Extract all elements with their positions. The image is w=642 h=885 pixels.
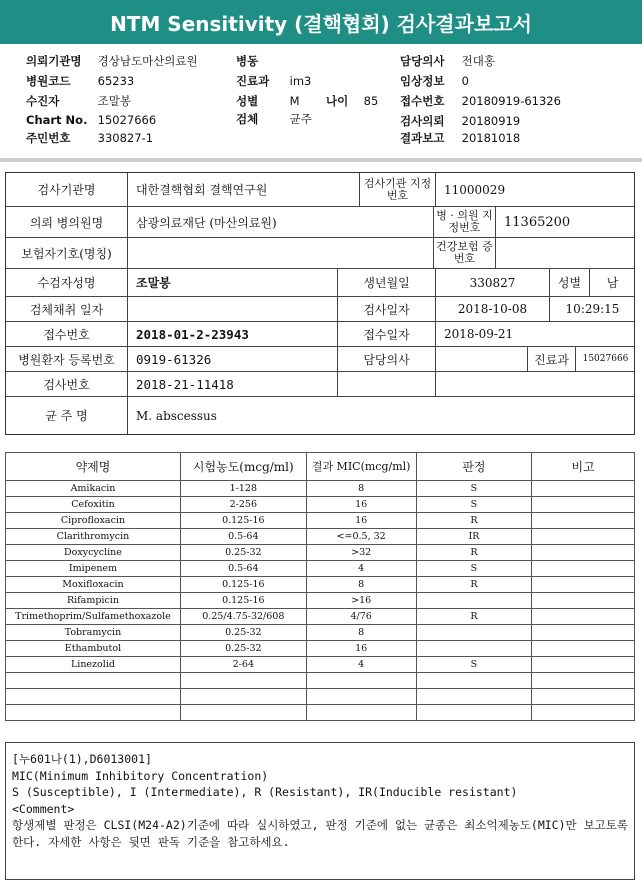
sex-label: 성별	[550, 269, 590, 297]
field-label: 나이	[326, 94, 349, 108]
strain-value: M. abscessus	[136, 408, 217, 423]
mic-cell: 16	[306, 497, 416, 513]
lab-code-label: 검사기관 지정번호	[360, 173, 436, 207]
comment-legend: S (Susceptible), I (Intermediate), R (Resistant), IR(Inducible resistant)	[12, 785, 518, 799]
patient-label: 수검자성명	[6, 269, 128, 297]
interpretation-cell	[416, 673, 532, 689]
concentration-cell: 0.5-64	[180, 529, 306, 545]
section-divider	[0, 158, 642, 162]
concentration-cell: 0.125-16	[180, 593, 306, 609]
col-header-drug: 약제명	[6, 453, 181, 481]
remark-cell	[532, 673, 635, 689]
remark-cell	[532, 705, 635, 721]
concentration-cell: 0.5-64	[180, 561, 306, 577]
concentration-cell: 2-64	[180, 657, 306, 673]
table-row	[6, 625, 635, 641]
insurance-value	[128, 238, 434, 269]
remark-cell	[532, 577, 635, 593]
mic-cell	[306, 689, 416, 705]
concentration-cell: 0.125-16	[180, 513, 306, 529]
mic-cell: 16	[306, 641, 416, 657]
hospital-value: 삼광의료재단 (마산의료원)	[128, 207, 434, 238]
field-label: 접수번호	[400, 94, 445, 108]
mic-cell: 4/76	[306, 609, 416, 625]
dept-value: 15027666	[576, 347, 635, 372]
concentration-cell	[180, 705, 306, 721]
drug-name-cell: Ciprofloxacin	[6, 513, 181, 529]
field-value: 65233	[97, 74, 135, 88]
comment-box	[5, 742, 635, 880]
mic-cell: >32	[306, 545, 416, 561]
health-no-label: 건강보험 증 번호	[434, 238, 496, 269]
drug-name-cell: Tobramycin	[6, 625, 181, 641]
field-label: 진료과	[236, 74, 270, 88]
field-label: 결과보고	[400, 131, 445, 145]
mic-cell: 8	[306, 481, 416, 497]
header-field	[400, 93, 561, 109]
header-field	[26, 113, 156, 127]
interpretation-cell: R	[416, 545, 532, 561]
interpretation-cell: S	[416, 497, 532, 513]
header-field	[400, 113, 520, 129]
report-title: NTM Sensitivity (결핵협회) 검사결과보고서	[0, 0, 642, 44]
remark-cell	[532, 593, 635, 609]
field-label: 의뢰기관명	[26, 54, 82, 68]
field-label: 임상정보	[400, 74, 445, 88]
receipt-no-label: 접수번호	[6, 322, 128, 347]
interpretation-cell: S	[416, 657, 532, 673]
remark-cell	[532, 561, 635, 577]
concentration-cell: 0.125-16	[180, 577, 306, 593]
remark-cell	[532, 545, 635, 561]
drug-name-cell: Linezolid	[6, 657, 181, 673]
table-row	[6, 513, 635, 529]
field-value: 330827-1	[97, 131, 154, 145]
concentration-cell: 0.25-32	[180, 545, 306, 561]
table-row	[6, 689, 635, 705]
collect-label: 검체채취 일자	[6, 297, 128, 322]
col-header-interpretation: 판정	[416, 453, 532, 481]
remark-cell	[532, 497, 635, 513]
comment-code: [누601나(1),D6013001]	[12, 752, 152, 766]
test-no-value: 2018-21-11418	[128, 372, 338, 397]
field-label: 수진자	[26, 94, 60, 108]
table-row	[6, 657, 635, 673]
birth-value: 330827	[436, 269, 550, 297]
comment-heading: <Comment>	[12, 801, 75, 816]
field-label: 병동	[236, 54, 259, 68]
interpretation-cell	[416, 705, 532, 721]
drug-name-cell: Doxycycline	[6, 545, 181, 561]
col-header-concentration: 시험농도(mcg/ml)	[180, 453, 306, 481]
field-label: 검사의뢰	[400, 114, 445, 128]
table-row	[6, 481, 635, 497]
interpretation-cell	[416, 625, 532, 641]
header-field	[26, 73, 134, 89]
field-value: 20180919-61326	[461, 94, 561, 108]
concentration-cell: 0.25-32	[180, 625, 306, 641]
drug-name-cell: Moxifloxacin	[6, 577, 181, 593]
remark-cell	[532, 609, 635, 625]
mic-cell: 8	[306, 577, 416, 593]
mic-cell: 4	[306, 561, 416, 577]
health-no-value	[496, 238, 635, 269]
header-field	[236, 73, 311, 89]
field-label: Chart No.	[26, 113, 88, 127]
remark-cell	[532, 657, 635, 673]
header-field	[236, 53, 290, 69]
concentration-cell: 0.25/4.75-32/608	[180, 609, 306, 625]
field-value: 20181018	[461, 131, 521, 145]
interpretation-cell	[416, 641, 532, 657]
empty-cell	[436, 372, 635, 397]
table-row	[6, 497, 635, 513]
drug-name-cell: Rifampicin	[6, 593, 181, 609]
field-label: 담당의사	[400, 54, 445, 68]
test-date-label: 검사일자	[338, 297, 436, 322]
table-row	[6, 545, 635, 561]
sensitivity-table	[5, 452, 635, 721]
header-field	[400, 130, 520, 146]
report-form	[5, 172, 635, 435]
drug-name-cell: Amikacin	[6, 481, 181, 497]
field-value: 0	[461, 74, 469, 88]
drug-name-cell	[6, 673, 181, 689]
table-header-row	[6, 453, 635, 481]
field-label: 검체	[236, 112, 259, 126]
table-row	[6, 561, 635, 577]
hospital-label: 의뢰 병의원명	[6, 207, 128, 238]
sex-value: 남	[590, 269, 635, 297]
test-no-label: 검사번호	[6, 372, 128, 397]
hospital-code-value: 11365200	[496, 207, 635, 238]
drug-name-cell: Cefoxitin	[6, 497, 181, 513]
mic-cell	[306, 705, 416, 721]
interpretation-cell	[416, 689, 532, 705]
interpretation-cell: R	[416, 609, 532, 625]
mic-cell: 8	[306, 625, 416, 641]
field-value: 경상남도마산의료원	[97, 54, 198, 68]
header-field	[236, 93, 300, 109]
col-header-remark: 비고	[532, 453, 635, 481]
drug-name-cell: Trimethoprim/Sulfamethoxazole	[6, 609, 181, 625]
remark-cell	[532, 641, 635, 657]
header-field	[26, 130, 153, 146]
interpretation-cell	[416, 593, 532, 609]
header-field	[236, 111, 312, 127]
empty-cell	[338, 372, 436, 397]
doctor-value	[436, 347, 528, 372]
remark-cell	[532, 689, 635, 705]
lab-code-value: 11000029	[436, 173, 635, 207]
mic-cell	[306, 673, 416, 689]
field-value: 20180919	[461, 114, 521, 128]
field-value: im3	[289, 74, 312, 88]
interpretation-cell: IR	[416, 529, 532, 545]
drug-name-cell: Ethambutol	[6, 641, 181, 657]
header-field	[400, 53, 495, 69]
remark-cell	[532, 529, 635, 545]
table-row	[6, 641, 635, 657]
table-row	[6, 577, 635, 593]
header-field-age	[326, 93, 378, 109]
mic-cell: >16	[306, 593, 416, 609]
remark-cell	[532, 625, 635, 641]
comment-mic-definition: MIC(Minimum Inhibitory Concentration)	[12, 768, 269, 783]
patient-value: 조말봉	[128, 269, 338, 297]
field-label: 병원코드	[26, 74, 71, 88]
mic-cell: 4	[306, 657, 416, 673]
insurance-label: 보험자기호(명칭)	[6, 238, 128, 269]
field-value: M	[289, 94, 300, 108]
comment-text: 항생제별 판정은 CLSI(M24-A2)기준에 따라 실시하였고, 판정 기준에 없는 균종은 최소억제농도(MIC)만 보고토록 한다. 자세한 사항은 뒷면 판독 기준을 참고하세요.	[12, 818, 628, 849]
drug-name-cell	[6, 689, 181, 705]
lab-label: 검사기관명	[6, 173, 128, 207]
strain-label: 균 주 명	[6, 397, 128, 434]
interpretation-cell: R	[416, 577, 532, 593]
interpretation-cell: S	[416, 481, 532, 497]
birth-label: 생년월일	[338, 269, 436, 297]
interpretation-cell: R	[416, 513, 532, 529]
interpretation-cell: S	[416, 561, 532, 577]
mic-cell: 16	[306, 513, 416, 529]
concentration-cell	[180, 689, 306, 705]
col-header-mic: 결과 MIC(mcg/ml)	[306, 453, 416, 481]
mic-cell: <=0.5, 32	[306, 529, 416, 545]
receipt-date-label: 접수일자	[338, 322, 436, 347]
test-date-value: 2018-10-08	[436, 297, 550, 322]
table-row	[6, 609, 635, 625]
concentration-cell: 0.25-32	[180, 641, 306, 657]
concentration-cell: 1-128	[180, 481, 306, 497]
doctor-label: 담당의사	[338, 347, 436, 372]
remark-cell	[532, 481, 635, 497]
test-time-value: 10:29:15	[550, 297, 635, 322]
field-label: 성별	[236, 94, 259, 108]
drug-name-cell: Imipenem	[6, 561, 181, 577]
reg-no-label: 병원환자 등록번호	[6, 347, 128, 372]
header-field	[26, 53, 198, 69]
collect-value	[128, 297, 338, 322]
field-value: 균주	[289, 112, 312, 126]
remark-cell	[532, 513, 635, 529]
drug-name-cell	[6, 705, 181, 721]
field-value: 전대홍	[461, 54, 495, 68]
field-label: 주민번호	[26, 131, 71, 145]
receipt-no-value: 2018-01-2-23943	[128, 322, 338, 347]
field-value: 85	[363, 94, 379, 108]
table-row	[6, 705, 635, 721]
table-row	[6, 593, 635, 609]
concentration-cell: 2-256	[180, 497, 306, 513]
header-field	[26, 93, 131, 109]
field-value: 조말봉	[97, 94, 131, 108]
reg-no-value: 0919-61326	[128, 347, 338, 372]
receipt-date-value: 2018-09-21	[436, 322, 635, 347]
table-row	[6, 529, 635, 545]
table-row	[6, 673, 635, 689]
dept-label: 진료과	[528, 347, 576, 372]
concentration-cell	[180, 673, 306, 689]
header-info	[0, 44, 642, 158]
hospital-code-label: 병 · 의원 지정번호	[434, 207, 496, 238]
lab-value: 대한결핵협회 결핵연구원	[128, 173, 360, 207]
drug-name-cell: Clarithromycin	[6, 529, 181, 545]
field-value: 15027666	[97, 113, 157, 127]
header-field	[400, 73, 469, 89]
